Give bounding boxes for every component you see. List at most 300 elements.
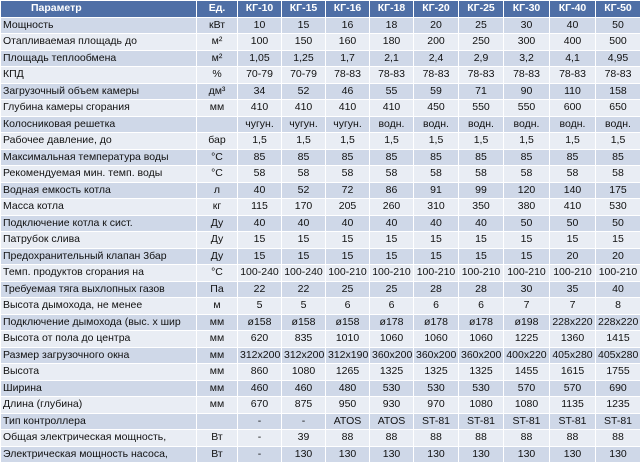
value-cell: 115	[238, 199, 282, 216]
value-cell: 4,95	[596, 50, 640, 67]
value-cell: 1,7	[326, 50, 370, 67]
value-cell: 130	[596, 446, 640, 463]
value-cell: 1415	[596, 331, 640, 348]
value-cell: 59	[414, 83, 459, 100]
value-cell: 300	[504, 34, 550, 51]
value-cell: 85	[550, 149, 596, 166]
column-header-model: КГ-40	[550, 1, 596, 18]
value-cell: 78-83	[596, 67, 640, 84]
value-cell: 1060	[414, 331, 459, 348]
value-cell: 46	[326, 83, 370, 100]
value-cell: 690	[596, 380, 640, 397]
table-row	[1, 364, 640, 381]
table-row	[1, 331, 640, 348]
value-cell: 4,1	[550, 50, 596, 67]
value-cell: 100-210	[596, 265, 640, 282]
parameter-name-cell: Тип контроллера	[1, 413, 197, 430]
table-row	[1, 182, 640, 199]
value-cell: 400	[550, 34, 596, 51]
table-row	[1, 215, 640, 232]
parameter-name-cell: Загрузочный объем камеры	[1, 83, 197, 100]
parameter-name-cell: Подключение котла к сист.	[1, 215, 197, 232]
unit-cell: %	[197, 67, 238, 84]
value-cell: 78-83	[414, 67, 459, 84]
value-cell: 228x220	[596, 314, 640, 331]
value-cell: 15	[414, 232, 459, 249]
parameter-name-cell: Максимальная температура воды	[1, 149, 197, 166]
value-cell: 88	[326, 430, 370, 447]
value-cell: 1235	[596, 397, 640, 414]
value-cell: 1080	[504, 397, 550, 414]
unit-cell: мм	[197, 331, 238, 348]
value-cell: 100-210	[504, 265, 550, 282]
unit-cell: мм	[197, 397, 238, 414]
value-cell: 158	[596, 83, 640, 100]
unit-cell: м	[197, 298, 238, 315]
parameter-name-cell: Высота дымохода, не менее	[1, 298, 197, 315]
value-cell: 1135	[550, 397, 596, 414]
table-row	[1, 380, 640, 397]
value-cell: 100-210	[414, 265, 459, 282]
table-row	[1, 248, 640, 265]
value-cell: 405x280	[550, 347, 596, 364]
value-cell: 50	[596, 17, 640, 34]
value-cell: 360x200	[459, 347, 504, 364]
value-cell: 620	[238, 331, 282, 348]
unit-cell: Па	[197, 281, 238, 298]
value-cell: 6	[459, 298, 504, 315]
value-cell: 1,5	[326, 133, 370, 150]
parameter-name-cell: Рекомендуемая мин. темп. воды	[1, 166, 197, 183]
value-cell: 410	[370, 100, 414, 117]
value-cell: -	[238, 413, 282, 430]
value-cell: 1325	[370, 364, 414, 381]
value-cell: 35	[550, 281, 596, 298]
unit-cell: °C	[197, 166, 238, 183]
parameter-name-cell: Водная емкость котла	[1, 182, 197, 199]
value-cell: 58	[282, 166, 326, 183]
value-cell: 71	[459, 83, 504, 100]
parameter-name-cell: Размер загрузочного окна	[1, 347, 197, 364]
table-row	[1, 133, 640, 150]
table-row	[1, 100, 640, 117]
value-cell: 86	[370, 182, 414, 199]
value-cell: 1060	[370, 331, 414, 348]
parameter-name-cell: Требуемая тяга выхлопных газов	[1, 281, 197, 298]
value-cell: 7	[550, 298, 596, 315]
value-cell: водн.	[459, 116, 504, 133]
column-header-model: КГ-30	[504, 1, 550, 18]
value-cell: 175	[596, 182, 640, 199]
column-header-model: КГ-18	[370, 1, 414, 18]
value-cell: 40	[414, 215, 459, 232]
parameter-name-cell: Рабочее давление, до	[1, 133, 197, 150]
value-cell: 15	[370, 248, 414, 265]
value-cell: 85	[282, 149, 326, 166]
value-cell: 50	[504, 215, 550, 232]
value-cell: 78-83	[550, 67, 596, 84]
value-cell: 205	[326, 199, 370, 216]
value-cell: 40	[238, 182, 282, 199]
value-cell: ST-81	[504, 413, 550, 430]
value-cell: 130	[550, 446, 596, 463]
value-cell: 312x200	[238, 347, 282, 364]
value-cell: 2,9	[459, 50, 504, 67]
value-cell: 85	[459, 149, 504, 166]
value-cell: 530	[414, 380, 459, 397]
table-row	[1, 17, 640, 34]
value-cell: 410	[282, 100, 326, 117]
value-cell: 15	[504, 232, 550, 249]
table-row	[1, 397, 640, 414]
value-cell: 228x220	[550, 314, 596, 331]
value-cell: 930	[370, 397, 414, 414]
unit-cell: кВт	[197, 17, 238, 34]
value-cell: 150	[282, 34, 326, 51]
table-row	[1, 265, 640, 282]
value-cell: 970	[414, 397, 459, 414]
value-cell: 85	[370, 149, 414, 166]
parameter-name-cell: Подключение дымохода (выс. x шир	[1, 314, 197, 331]
value-cell: 58	[370, 166, 414, 183]
value-cell: 1455	[504, 364, 550, 381]
unit-cell: мм	[197, 380, 238, 397]
value-cell: ø178	[414, 314, 459, 331]
value-cell: 110	[550, 83, 596, 100]
value-cell: 25	[459, 17, 504, 34]
value-cell: 40	[596, 281, 640, 298]
value-cell: 50	[596, 215, 640, 232]
value-cell: водн.	[596, 116, 640, 133]
value-cell: 2,1	[370, 50, 414, 67]
table-row	[1, 298, 640, 315]
value-cell: 85	[326, 149, 370, 166]
table-row	[1, 83, 640, 100]
value-cell: 15	[238, 232, 282, 249]
parameter-name-cell: Темп. продуктов сгорания на	[1, 265, 197, 282]
value-cell: ATOS	[326, 413, 370, 430]
unit-cell: мм	[197, 100, 238, 117]
value-cell: 650	[596, 100, 640, 117]
unit-cell: °C	[197, 265, 238, 282]
value-cell: ST-81	[414, 413, 459, 430]
value-cell: ATOS	[370, 413, 414, 430]
value-cell: 15	[282, 17, 326, 34]
value-cell: 100	[238, 34, 282, 51]
parameter-name-cell: Высота	[1, 364, 197, 381]
value-cell: 570	[504, 380, 550, 397]
value-cell: 130	[370, 446, 414, 463]
parameter-name-cell: Масса котла	[1, 199, 197, 216]
value-cell: 58	[504, 166, 550, 183]
parameter-name-cell: Отапливаемая площадь до	[1, 34, 197, 51]
table-row	[1, 67, 640, 84]
table-row	[1, 116, 640, 133]
value-cell: 1,25	[282, 50, 326, 67]
value-cell: 670	[238, 397, 282, 414]
unit-cell: бар	[197, 133, 238, 150]
value-cell: 7	[504, 298, 550, 315]
value-cell: ST-81	[459, 413, 504, 430]
value-cell: 1,05	[238, 50, 282, 67]
value-cell: 88	[414, 430, 459, 447]
unit-cell: Вт	[197, 446, 238, 463]
parameter-name-cell: Колосниковая решетка	[1, 116, 197, 133]
value-cell: ø198	[504, 314, 550, 331]
unit-cell: Ду	[197, 232, 238, 249]
value-cell: 39	[282, 430, 326, 447]
value-cell: 1,5	[414, 133, 459, 150]
unit-cell: мм	[197, 314, 238, 331]
value-cell: 100-240	[282, 265, 326, 282]
value-cell: 860	[238, 364, 282, 381]
unit-cell	[197, 116, 238, 133]
value-cell: 1,5	[596, 133, 640, 150]
value-cell: 28	[414, 281, 459, 298]
value-cell: -	[238, 446, 282, 463]
value-cell: 22	[238, 281, 282, 298]
value-cell: 88	[504, 430, 550, 447]
value-cell: 70-79	[238, 67, 282, 84]
value-cell: 130	[414, 446, 459, 463]
value-cell: 10	[238, 17, 282, 34]
parameter-name-cell: Электрическая мощность насоса,	[1, 446, 197, 463]
parameter-name-cell: Ширина	[1, 380, 197, 397]
value-cell: 16	[326, 17, 370, 34]
value-cell: 530	[370, 380, 414, 397]
value-cell: 91	[414, 182, 459, 199]
value-cell: 530	[596, 199, 640, 216]
unit-cell: °C	[197, 149, 238, 166]
value-cell: ø178	[459, 314, 504, 331]
value-cell: 78-83	[504, 67, 550, 84]
value-cell: 18	[370, 17, 414, 34]
column-header-unit: Ед.	[197, 1, 238, 18]
value-cell: 88	[550, 430, 596, 447]
value-cell: 40	[459, 215, 504, 232]
value-cell: 8	[596, 298, 640, 315]
value-cell: 58	[459, 166, 504, 183]
value-cell: 30	[504, 281, 550, 298]
value-cell: 480	[326, 380, 370, 397]
value-cell: 1360	[550, 331, 596, 348]
unit-cell: м²	[197, 50, 238, 67]
value-cell: 360x200	[370, 347, 414, 364]
value-cell: 3,2	[504, 50, 550, 67]
value-cell: 360x200	[414, 347, 459, 364]
value-cell: 70-79	[282, 67, 326, 84]
table-row	[1, 413, 640, 430]
value-cell: 6	[414, 298, 459, 315]
unit-cell: Ду	[197, 215, 238, 232]
value-cell: 130	[282, 446, 326, 463]
value-cell: 58	[596, 166, 640, 183]
value-cell: 875	[282, 397, 326, 414]
value-cell: 312x200	[282, 347, 326, 364]
column-header-model: КГ-25	[459, 1, 504, 18]
column-header-model: КГ-20	[414, 1, 459, 18]
value-cell: 15	[326, 232, 370, 249]
value-cell: 460	[238, 380, 282, 397]
value-cell: 90	[504, 83, 550, 100]
unit-cell: Вт	[197, 430, 238, 447]
value-cell: 15	[596, 232, 640, 249]
table-row	[1, 446, 640, 463]
table-row	[1, 149, 640, 166]
header-row	[1, 1, 640, 18]
value-cell: 78-83	[370, 67, 414, 84]
value-cell: 88	[370, 430, 414, 447]
value-cell: 2,4	[414, 50, 459, 67]
value-cell: 28	[459, 281, 504, 298]
value-cell: 1,5	[370, 133, 414, 150]
value-cell: 58	[326, 166, 370, 183]
value-cell: 85	[596, 149, 640, 166]
value-cell: 88	[596, 430, 640, 447]
value-cell: 200	[414, 34, 459, 51]
value-cell: 460	[282, 380, 326, 397]
value-cell: 250	[459, 34, 504, 51]
value-cell: 15	[459, 248, 504, 265]
unit-cell: дм³	[197, 83, 238, 100]
value-cell: 1615	[550, 364, 596, 381]
parameter-name-cell: Предохранительный клапан 3бар	[1, 248, 197, 265]
unit-cell: м²	[197, 34, 238, 51]
value-cell: 40	[238, 215, 282, 232]
value-cell: -	[282, 413, 326, 430]
unit-cell: мм	[197, 347, 238, 364]
parameter-name-cell: Общая электрическая мощность,	[1, 430, 197, 447]
table-row	[1, 347, 640, 364]
value-cell: 1,5	[282, 133, 326, 150]
value-cell: 15	[326, 248, 370, 265]
value-cell: 1,5	[238, 133, 282, 150]
value-cell: 20	[550, 248, 596, 265]
value-cell: 25	[370, 281, 414, 298]
parameter-name-cell: Высота от пола до центра	[1, 331, 197, 348]
value-cell: 410	[326, 100, 370, 117]
value-cell: 450	[414, 100, 459, 117]
column-header-model: КГ-10	[238, 1, 282, 18]
value-cell: 58	[550, 166, 596, 183]
parameter-name-cell: Патрубок слива	[1, 232, 197, 249]
value-cell: чугун.	[282, 116, 326, 133]
value-cell: 405x280	[596, 347, 640, 364]
column-header-model: КГ-15	[282, 1, 326, 18]
value-cell: 1,5	[459, 133, 504, 150]
value-cell: 1010	[326, 331, 370, 348]
value-cell: 170	[282, 199, 326, 216]
value-cell: 350	[459, 199, 504, 216]
value-cell: 1080	[459, 397, 504, 414]
table-row	[1, 50, 640, 67]
value-cell: 835	[282, 331, 326, 348]
value-cell: 130	[326, 446, 370, 463]
value-cell: 55	[370, 83, 414, 100]
value-cell: 6	[370, 298, 414, 315]
value-cell: 85	[238, 149, 282, 166]
value-cell: 5	[282, 298, 326, 315]
value-cell: водн.	[414, 116, 459, 133]
value-cell: ST-81	[596, 413, 640, 430]
value-cell: 99	[459, 182, 504, 199]
column-header-model: КГ-16	[326, 1, 370, 18]
value-cell: 140	[550, 182, 596, 199]
value-cell: 58	[238, 166, 282, 183]
value-cell: водн.	[550, 116, 596, 133]
value-cell: ST-81	[550, 413, 596, 430]
parameter-name-cell: Мощность	[1, 17, 197, 34]
value-cell: 34	[238, 83, 282, 100]
value-cell: 1755	[596, 364, 640, 381]
value-cell: 100-210	[326, 265, 370, 282]
value-cell: 40	[326, 215, 370, 232]
value-cell: 100-240	[238, 265, 282, 282]
value-cell: 530	[459, 380, 504, 397]
value-cell: ø158	[238, 314, 282, 331]
value-cell: 15	[550, 232, 596, 249]
unit-cell: кг	[197, 199, 238, 216]
value-cell: 1060	[459, 331, 504, 348]
value-cell: 1265	[326, 364, 370, 381]
value-cell: ø158	[326, 314, 370, 331]
value-cell: 160	[326, 34, 370, 51]
unit-cell: Ду	[197, 248, 238, 265]
value-cell: 100-210	[370, 265, 414, 282]
parameter-name-cell: КПД	[1, 67, 197, 84]
value-cell: 180	[370, 34, 414, 51]
value-cell: 85	[504, 149, 550, 166]
table-row	[1, 430, 640, 447]
value-cell: 312x190	[326, 347, 370, 364]
value-cell: 88	[459, 430, 504, 447]
value-cell: 100-210	[550, 265, 596, 282]
value-cell: 15	[459, 232, 504, 249]
value-cell: 1325	[459, 364, 504, 381]
value-cell: 500	[596, 34, 640, 51]
value-cell: 310	[414, 199, 459, 216]
value-cell: водн.	[370, 116, 414, 133]
value-cell: 85	[414, 149, 459, 166]
value-cell: 50	[550, 215, 596, 232]
value-cell: 15	[282, 232, 326, 249]
value-cell: -	[238, 430, 282, 447]
value-cell: 120	[504, 182, 550, 199]
value-cell: 15	[370, 232, 414, 249]
value-cell: 6	[326, 298, 370, 315]
value-cell: 550	[459, 100, 504, 117]
unit-cell	[197, 413, 238, 430]
value-cell: 40	[550, 17, 596, 34]
table-row	[1, 166, 640, 183]
value-cell: 52	[282, 83, 326, 100]
value-cell: 25	[326, 281, 370, 298]
value-cell: 1,5	[550, 133, 596, 150]
table-row	[1, 281, 640, 298]
value-cell: 78-83	[459, 67, 504, 84]
value-cell: 15	[414, 248, 459, 265]
value-cell: 410	[238, 100, 282, 117]
value-cell: 40	[370, 215, 414, 232]
value-cell: чугун.	[326, 116, 370, 133]
value-cell: 570	[550, 380, 596, 397]
value-cell: ø178	[370, 314, 414, 331]
value-cell: 100-210	[459, 265, 504, 282]
table-row	[1, 232, 640, 249]
value-cell: 30	[504, 17, 550, 34]
column-header-model: КГ-50	[596, 1, 640, 18]
value-cell: 600	[550, 100, 596, 117]
